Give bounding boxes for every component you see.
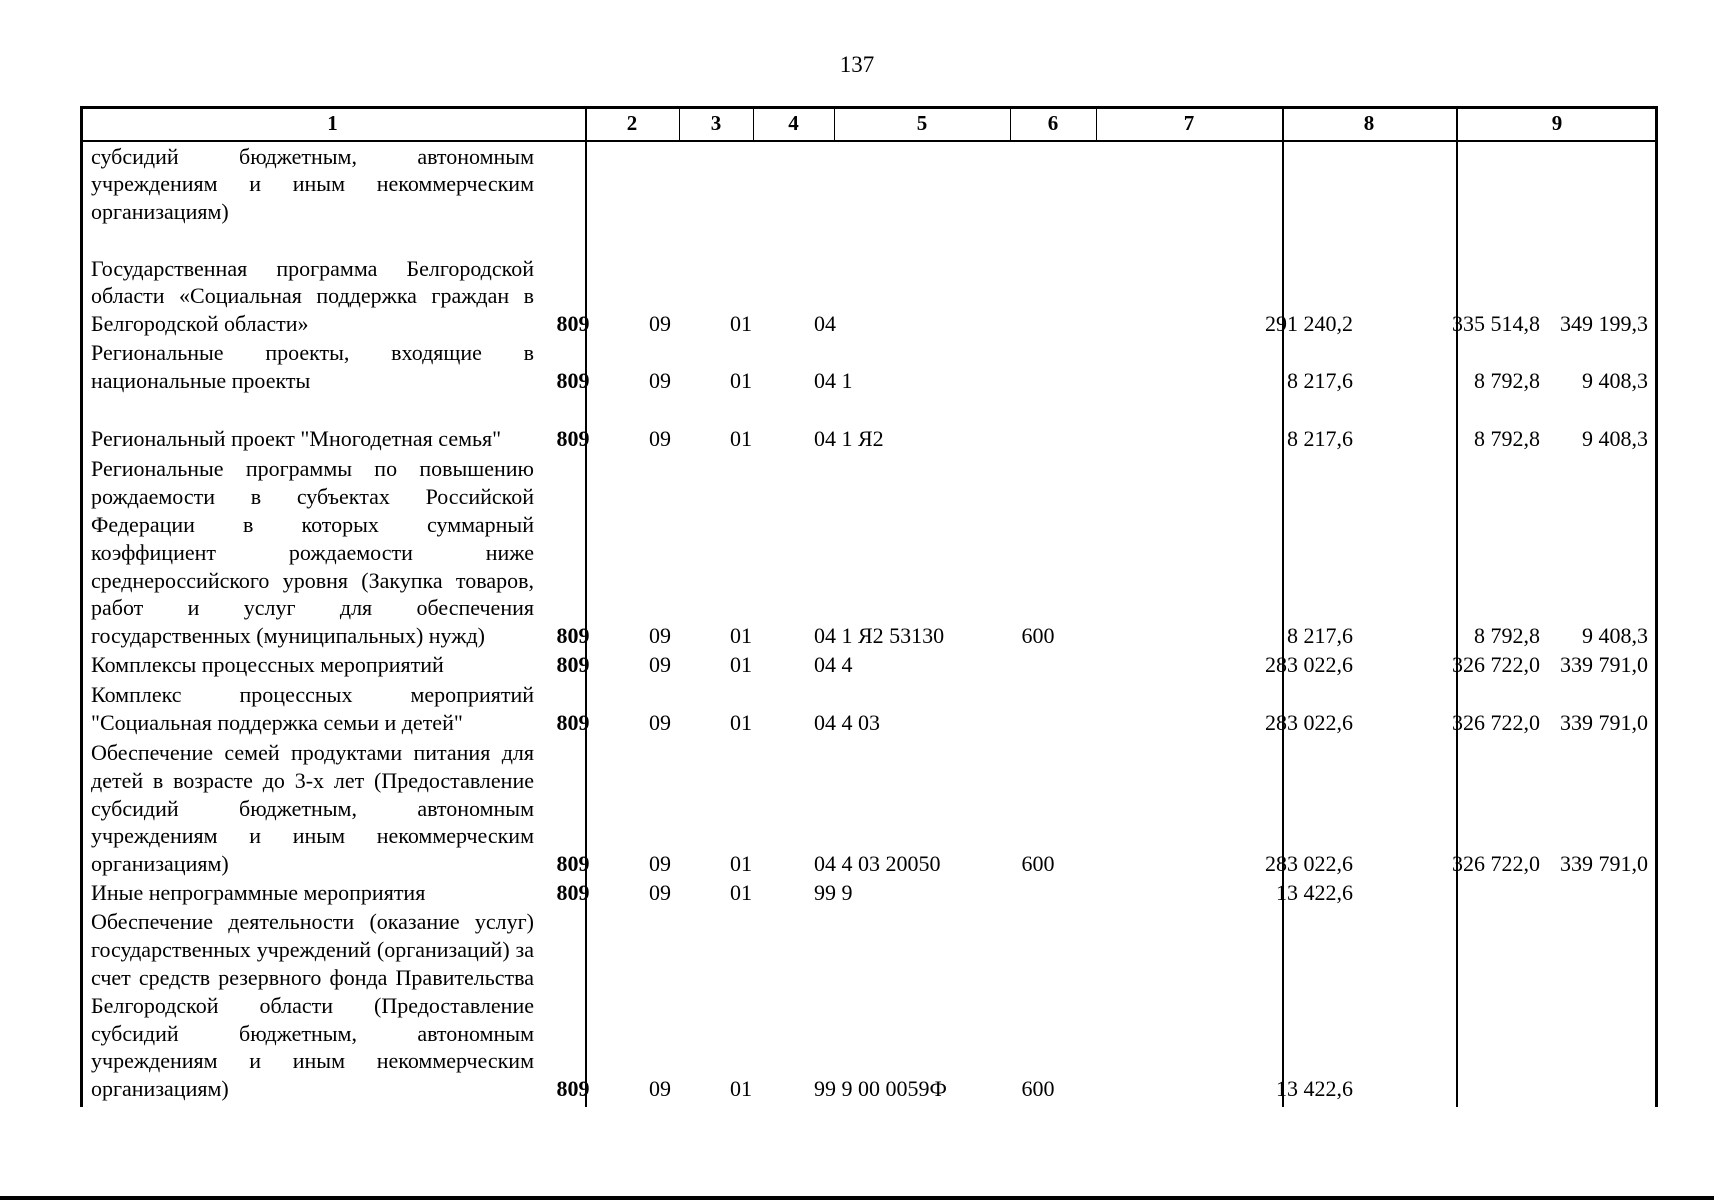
cell-col7: 8 217,6 [1287, 623, 1353, 649]
cell-col3: 09 [649, 426, 671, 452]
cell-col9: 9 408,3 [1582, 426, 1648, 452]
cell-col9: 339 791,0 [1560, 710, 1648, 736]
table-row [80, 878, 1658, 907]
cell-col6: 600 [1021, 851, 1055, 877]
table-row [80, 679, 1658, 737]
cell-col5: 99 9 [814, 880, 853, 906]
cell-col2: 809 [556, 311, 590, 337]
cell-col8: 8 792,8 [1474, 623, 1540, 649]
table-row [80, 650, 1658, 679]
table-row [80, 226, 1658, 338]
table-row [80, 142, 1658, 226]
cell-col6: 600 [1021, 1076, 1055, 1102]
row-description: Обеспечение семей продуктами питания для детей в возрасте до 3-х лет (Предоставление субсидий бюджетным, автономным учреждениям и иным некоммерческим организациям) [91, 740, 534, 877]
cell-col6 [992, 879, 1084, 907]
cell-col4: 01 [730, 311, 752, 337]
column-divider [679, 106, 680, 140]
cell-col4: 01 [730, 623, 752, 649]
cell-col5: 04 [814, 311, 836, 337]
cell-col5: 04 4 03 [814, 710, 880, 736]
cell-col8: 326 722,0 [1452, 652, 1540, 678]
cell-col7: 8 217,6 [1287, 368, 1353, 394]
cell-col7: 283 022,6 [1265, 710, 1353, 736]
row-description: Иные непрограммные мероприятия [91, 880, 426, 906]
cell-col4: 01 [730, 368, 752, 394]
cell-col4: 01 [730, 710, 752, 736]
budget-table [80, 106, 1658, 1107]
row-description: Государственная программа Белгородской области «Социальная поддержка граждан в Белгородской области» [91, 255, 534, 337]
cell-col2: 809 [556, 851, 590, 877]
table-row [80, 737, 1658, 878]
cell-col5: 99 9 00 0059Ф [814, 1076, 947, 1102]
cell-col3: 09 [649, 880, 671, 906]
column-divider [753, 106, 754, 140]
cell-col3: 09 [649, 1076, 671, 1102]
cell-col7: 13 422,6 [1276, 1076, 1353, 1102]
column-header-6: 6 [1047, 111, 1059, 135]
column-header-5: 5 [916, 111, 928, 135]
column-header-1: 1 [327, 111, 338, 135]
cell-col3: 09 [649, 368, 671, 394]
column-header-4: 4 [788, 111, 799, 135]
table-row [80, 907, 1658, 1103]
column-divider [1096, 106, 1097, 140]
column-header-7: 7 [1183, 111, 1195, 135]
cell-col9: 339 791,0 [1560, 652, 1648, 678]
cell-col6 [992, 651, 1084, 679]
cell-col3: 09 [649, 623, 671, 649]
table-row [80, 338, 1658, 395]
row-description: Региональные программы по повышению рождаемости в субъектах Российской Федерации в которых суммарный коэффициент рождаемости ниже среднероссийского уровня (Закупка товаров, работ и услуг для обеспечения государственных (муниципальных) нужд) [91, 456, 534, 649]
table-row [80, 395, 1658, 453]
row-description: Региональный проект "Многодетная семья" [91, 426, 502, 452]
cell-col9: 9 408,3 [1582, 368, 1648, 394]
scan-edge [0, 1196, 1714, 1200]
cell-col7: 283 022,6 [1265, 652, 1353, 678]
cell-col7: 291 240,2 [1265, 311, 1353, 337]
cell-col8: 326 722,0 [1452, 710, 1540, 736]
row-description: Региональные проекты, входящие в национальные проекты [91, 340, 534, 394]
cell-col2: 809 [556, 710, 590, 736]
cell-col8: 8 792,8 [1474, 368, 1540, 394]
cell-col6 [992, 709, 1084, 737]
cell-col2: 809 [556, 652, 590, 678]
column-header-9: 9 [1551, 111, 1563, 135]
cell-col6 [992, 425, 1084, 453]
cell-col5: 04 4 03 20050 [814, 851, 941, 877]
cell-col4: 01 [730, 851, 752, 877]
cell-col7: 283 022,6 [1265, 851, 1353, 877]
column-header-3: 3 [710, 111, 722, 135]
cell-col4: 01 [730, 426, 752, 452]
row-description: Комплексы процессных мероприятий [91, 652, 444, 678]
cell-col6 [992, 310, 1084, 338]
page-number: 137 [839, 52, 875, 77]
cell-col3: 09 [649, 311, 671, 337]
row-description: Обеспечение деятельности (оказание услуг) государственных учреждений (организаций) за счет средств резервного фонда Правительства Белгородской области (Предоставление субсидий бюджетным, автономным учреждениям и иным некоммерческим организациям) [91, 909, 534, 1102]
cell-col2: 809 [556, 426, 590, 452]
cell-col5: 04 1 Я2 [814, 426, 884, 452]
column-header-2: 2 [626, 111, 638, 135]
cell-col8: 8 792,8 [1474, 426, 1540, 452]
cell-col7: 13 422,6 [1276, 880, 1353, 906]
cell-col9: 339 791,0 [1560, 851, 1648, 877]
cell-col2: 809 [556, 880, 590, 906]
cell-col8: 326 722,0 [1452, 851, 1540, 877]
cell-col2: 809 [556, 1076, 590, 1102]
cell-col3: 09 [649, 851, 671, 877]
cell-col2: 809 [556, 368, 590, 394]
cell-col5: 04 1 [814, 368, 853, 394]
cell-col4: 01 [730, 880, 752, 906]
column-divider [834, 106, 835, 140]
column-divider [1010, 106, 1011, 140]
cell-col4: 01 [730, 652, 752, 678]
column-header-8: 8 [1363, 111, 1375, 135]
cell-col2: 809 [556, 623, 590, 649]
cell-col5: 04 1 Я2 53130 [814, 623, 945, 649]
cell-col8: 335 514,8 [1452, 311, 1540, 337]
table-row [80, 453, 1658, 650]
cell-col4: 01 [730, 1076, 752, 1102]
cell-col6: 600 [1021, 623, 1055, 649]
cell-col9: 9 408,3 [1582, 623, 1648, 649]
cell-col6 [992, 367, 1084, 395]
cell-col9: 349 199,3 [1560, 311, 1648, 337]
cell-col3: 09 [649, 652, 671, 678]
row-description: субсидий бюджетным, автономным учреждениям и иным некоммерческим организациям) [91, 143, 534, 225]
cell-col5: 04 4 [814, 652, 853, 678]
row-description: Комплекс процессных мероприятий "Социальная поддержка семьи и детей" [91, 682, 534, 736]
cell-col3: 09 [649, 710, 671, 736]
cell-col7: 8 217,6 [1287, 426, 1353, 452]
